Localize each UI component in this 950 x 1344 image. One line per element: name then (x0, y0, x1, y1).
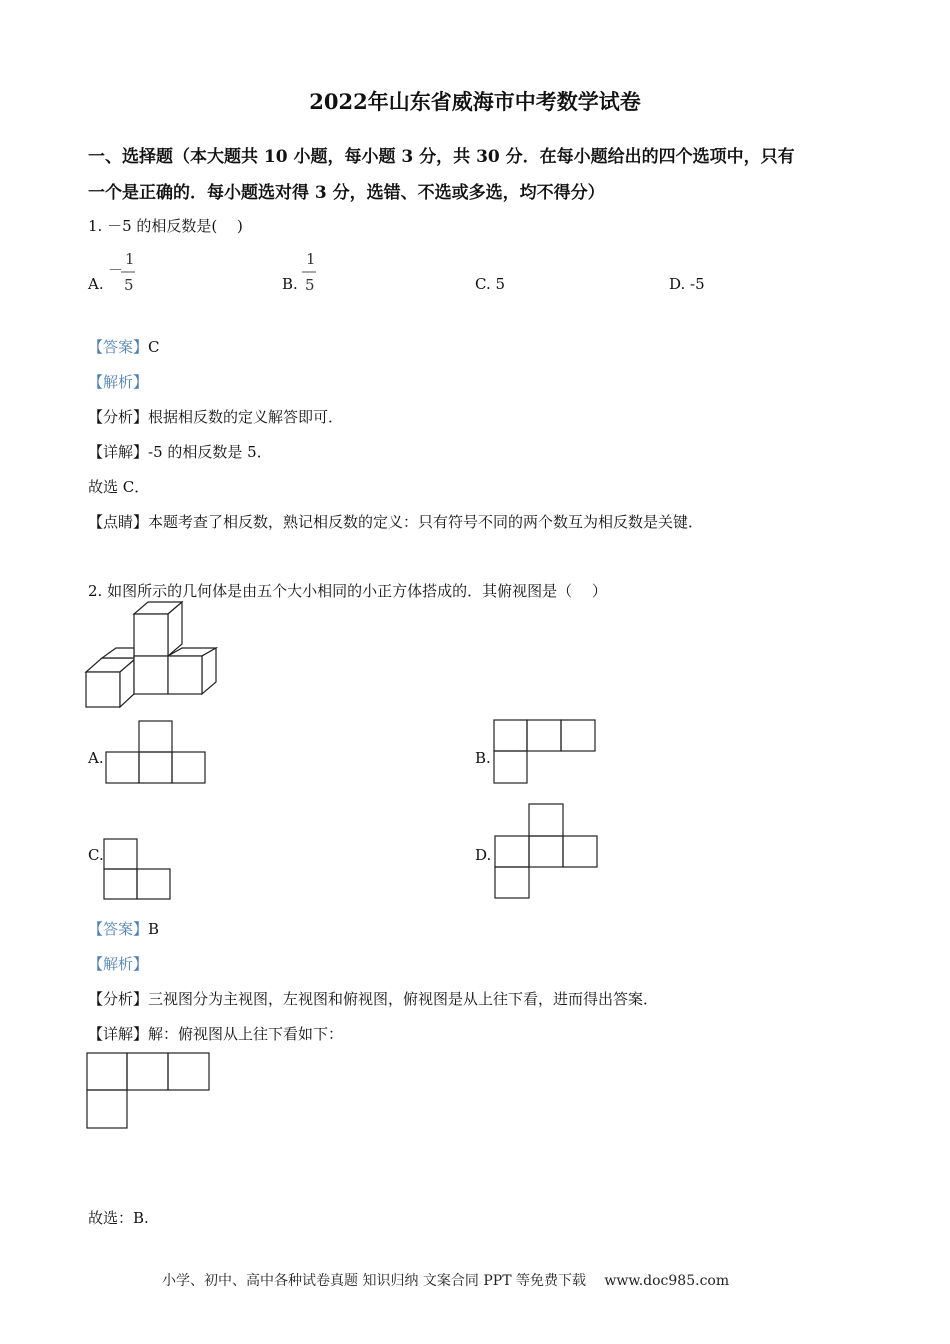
q2-option-a-label: A. (88, 749, 104, 767)
q1-option-d: D. -5 (669, 275, 705, 293)
q1-option-a-numerator: 1 (125, 250, 135, 268)
q2-xiangjie (88, 1023, 343, 1044)
answer-tag: 【答案】 (88, 920, 149, 938)
q2-top-view-figure (86, 1052, 216, 1137)
answer-tag: 【答案】 (88, 338, 149, 356)
dianjing-text: 本题考查了相反数，熟记相反数的定义：只有符号不同的两个数互为相反数是关键． (148, 513, 704, 531)
q1-option-a-label: A. (88, 275, 104, 293)
q2-option-c-figure (104, 838, 184, 908)
section-heading-line2: 一个是正确的．每小题选对得 3 分，选错、不选或多选，均不得分） (88, 183, 605, 203)
answer-value: B (148, 920, 160, 938)
dianjing-tag: 【点睛】 (88, 513, 149, 531)
page-title: 2022年山东省威海市中考数学试卷 (309, 89, 641, 114)
q2-stem: 2. 如图所示的几何体是由五个大小相同的小正方体搭成的．其俯视图是（ ） (88, 582, 607, 600)
q2-solid-figure (86, 610, 226, 710)
q1-option-b-denominator: 5 (305, 276, 315, 294)
q2-choose: 故选：B. (88, 1209, 149, 1227)
fenxi-text: 三视图分为主视图，左视图和俯视图，俯视图是从上往下看，进而得出答案． (148, 990, 659, 1008)
xiangjie-tag: 【详解】 (88, 443, 149, 461)
fenxi-text: 根据相反数的定义解答即可． (148, 408, 344, 426)
answer-value: C (148, 338, 160, 356)
q1-choose: 故选 C． (88, 478, 150, 496)
section-heading-line1: 一、选择题（本大题共 10 小题，每小题 3 分，共 30 分．在每小题给出的四个选项中，只有 (88, 147, 795, 167)
q1-option-b-fraction-bar (302, 271, 322, 273)
q1-stem: 1. －5 的相反数是( ) (88, 217, 243, 235)
q2-option-a-figure (106, 720, 216, 790)
q1-answer (88, 336, 160, 357)
fenxi-tag: 【分析】 (88, 990, 149, 1008)
q1-option-c: C. 5 (475, 275, 506, 293)
q1-option-a-fraction-bar (121, 271, 141, 273)
q2-fenxi (88, 988, 658, 1009)
xiangjie-tag: 【详解】 (88, 1025, 149, 1043)
page-footer: 小学、初中、高中各种试卷真题 知识归纳 文案合同 PPT 等免费下载 www.doc985.com (162, 1273, 730, 1289)
q2-option-b-figure (494, 720, 604, 790)
q1-option-a-denominator: 5 (124, 276, 134, 294)
q1-analysis-tag: 【解析】 (88, 373, 149, 391)
q1-dianjing (88, 511, 703, 532)
q2-analysis-tag: 【解析】 (88, 955, 149, 973)
q1-fenxi (88, 406, 343, 427)
q1-option-b-label: B. (282, 275, 298, 293)
q2-answer (88, 918, 159, 939)
xiangjie-text: 解：俯视图从上往下看如下： (148, 1025, 344, 1043)
fenxi-tag: 【分析】 (88, 408, 149, 426)
q2-option-d-figure (495, 803, 605, 903)
q2-option-c-label: C. (88, 846, 104, 864)
q1-option-b-numerator: 1 (306, 250, 316, 268)
q1-xiangjie (88, 441, 272, 462)
xiangjie-text: -5 的相反数是 5． (148, 443, 272, 461)
q2-option-d-label: D. (475, 846, 492, 864)
q1-option-a-sign: － (108, 261, 124, 279)
q2-option-b-label: B. (475, 749, 491, 767)
